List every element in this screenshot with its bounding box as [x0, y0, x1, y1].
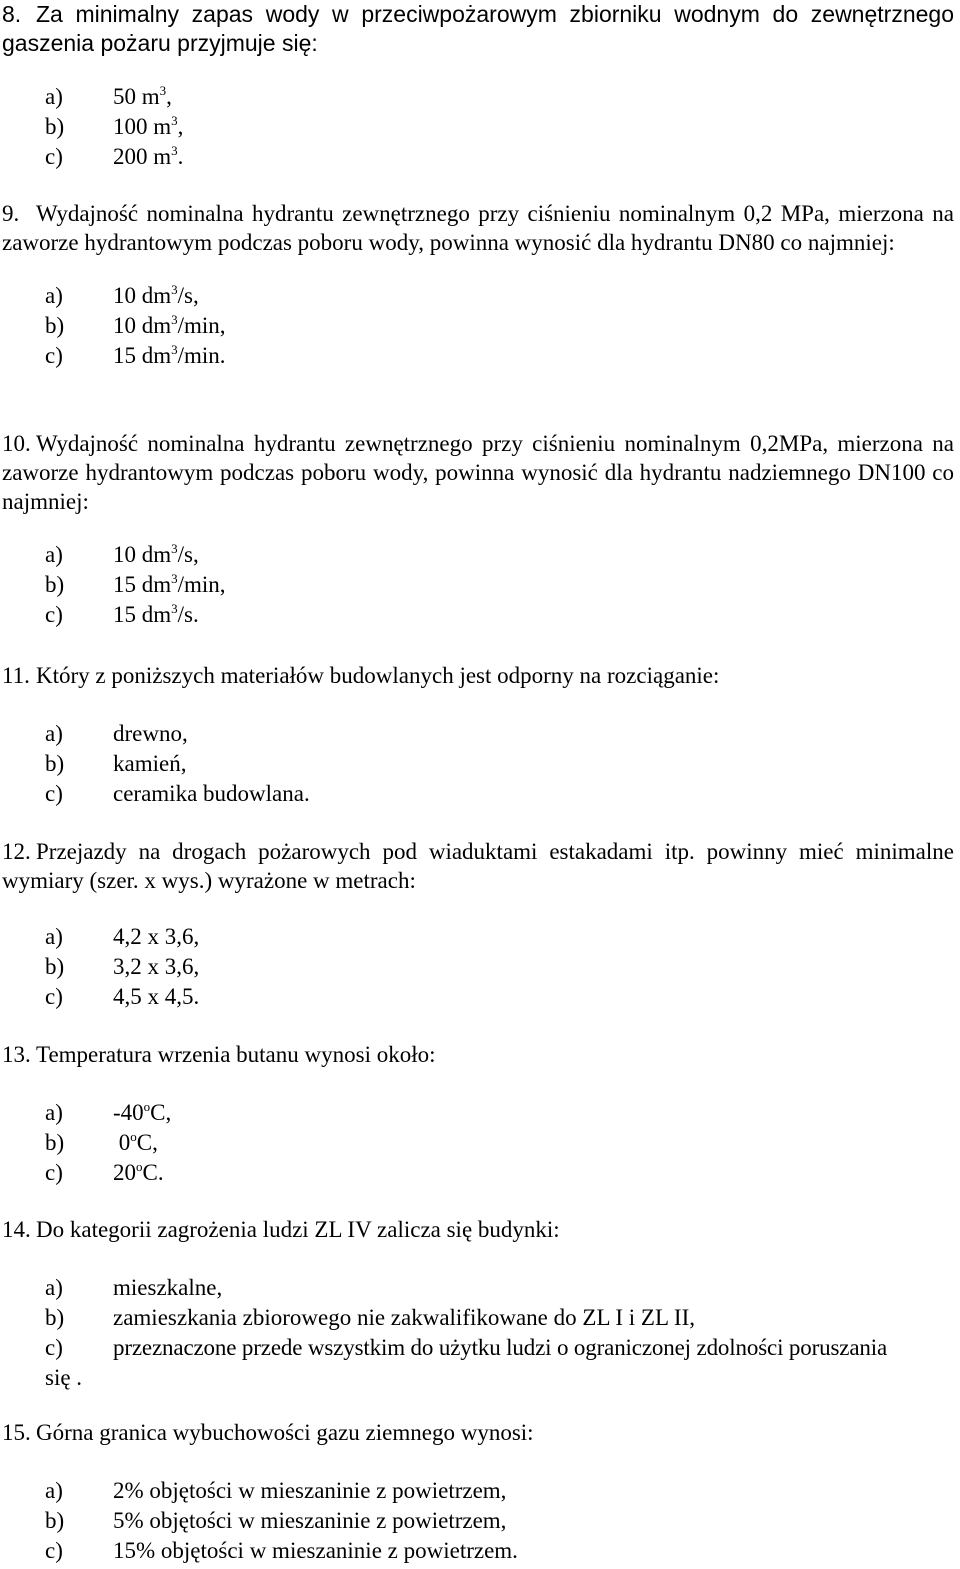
option-b: b) 100 $m^3$,: [45, 113, 184, 139]
question-text: 12. Przejazdy na drogach pożarowych pod wiaduktami estakadami itp. powinny mieć minimalne wymiary (szer. x wys.) wyrażone w metrach:: [2, 839, 954, 893]
question-text: 15. Górna granica wybuchowości gazu ziemnego wynosi:: [2, 1420, 534, 1445]
option-a: a) 10 $dm^3/s$,: [45, 541, 199, 567]
question-15: [0, 1418, 954, 1566]
option-b: b) 5% objętości w mieszaninie z powietrzem,: [45, 1508, 507, 1533]
question-9: [0, 199, 954, 371]
option-c: c) 200 $m^3$.: [45, 143, 184, 169]
option-b: b) 3,2 x 3,6,: [45, 954, 200, 979]
option-a: a) 4,2 x 3,6,: [45, 924, 200, 949]
question-11: [0, 661, 954, 809]
option-c: c) 15 $dm^3/\min$.: [45, 342, 226, 368]
question-number: 9.: [2, 201, 20, 226]
option-a: a) -40$^o$C,: [45, 1099, 172, 1125]
question-number: 14.: [2, 1217, 31, 1242]
question-text: 9. Wydajność nominalna hydrantu zewnętrznego przy ciśnieniu nominalnym 0,2 MPa, mierzona na zaworze hydrantowym podczas poboru wody, powinna wynosić dla hydrantu DN80 co najmniej:: [2, 201, 954, 255]
option-c: c) przeznaczone przede wszystkim do użytku ludzi o ograniczonej zdolności poruszania: [45, 1335, 888, 1360]
question-text: 13. Temperatura wrzenia butanu wynosi około:: [2, 1042, 436, 1067]
question-text: 10. Wydajność nominalna hydrantu zewnętrznego przy ciśnieniu nominalnym 0,2MPa, mierzona na zaworze hydrantowym podczas poboru wody, powinna wynosić dla hydrantu nadziemnego DN100 co najmniej:: [2, 431, 954, 514]
option-a: a) mieszkalne,: [45, 1275, 223, 1300]
question-number: 11.: [2, 663, 30, 688]
option-a: a) 50 $m^3$,: [45, 83, 172, 109]
option-c: c) 4,5 x 4,5.: [45, 984, 200, 1009]
question-number: 12.: [2, 839, 31, 864]
option-b: b) 15 $dm^3/\min$,: [45, 571, 226, 597]
question-13: [0, 1040, 954, 1188]
question-number: 8.: [2, 1, 22, 27]
option-c-continuation: się .: [45, 1365, 83, 1390]
question-number: 15.: [2, 1420, 31, 1445]
question-text: 14. Do kategorii zagrożenia ludzi ZL IV zalicza się budynki:: [2, 1217, 560, 1242]
option-c: c) 15% objętości w mieszaninie z powietrzem.: [45, 1538, 518, 1563]
option-a: a) drewno,: [45, 721, 188, 746]
option-b: b) 0$^o$C,: [45, 1129, 158, 1155]
option-a: a) 2% objętości w mieszaninie z powietrzem,: [45, 1478, 507, 1503]
question-8: [0, 0, 954, 172]
option-b: b) zamieszkania zbiorowego nie zakwalifikowane do ZL I i ZL II,: [45, 1305, 695, 1330]
question-text: 11. Który z poniższych materiałów budowlanych jest odporny na rozciąganie:: [2, 663, 720, 688]
option-a: a) 10 $dm^3/s$,: [45, 282, 199, 308]
question-number: 10.: [2, 431, 31, 456]
question-12: [0, 837, 954, 1012]
question-10: [0, 429, 954, 630]
option-c: c) ceramika budowlana.: [45, 781, 310, 806]
option-b: b) kamień,: [45, 751, 187, 776]
question-text: 8. Za minimalny zapas wody w przeciwpożarowym zbiorniku wodnym do zewnętrznego gaszenia pożaru przyjmuje się:: [2, 1, 954, 56]
option-b: b) 10 $dm^3/\min$,: [45, 312, 226, 338]
option-c: c) 20$^o$C.: [45, 1159, 164, 1185]
question-number: 13.: [2, 1042, 31, 1067]
question-14: [0, 1215, 954, 1393]
option-c: c) 15 $dm^3/s$.: [45, 601, 199, 627]
